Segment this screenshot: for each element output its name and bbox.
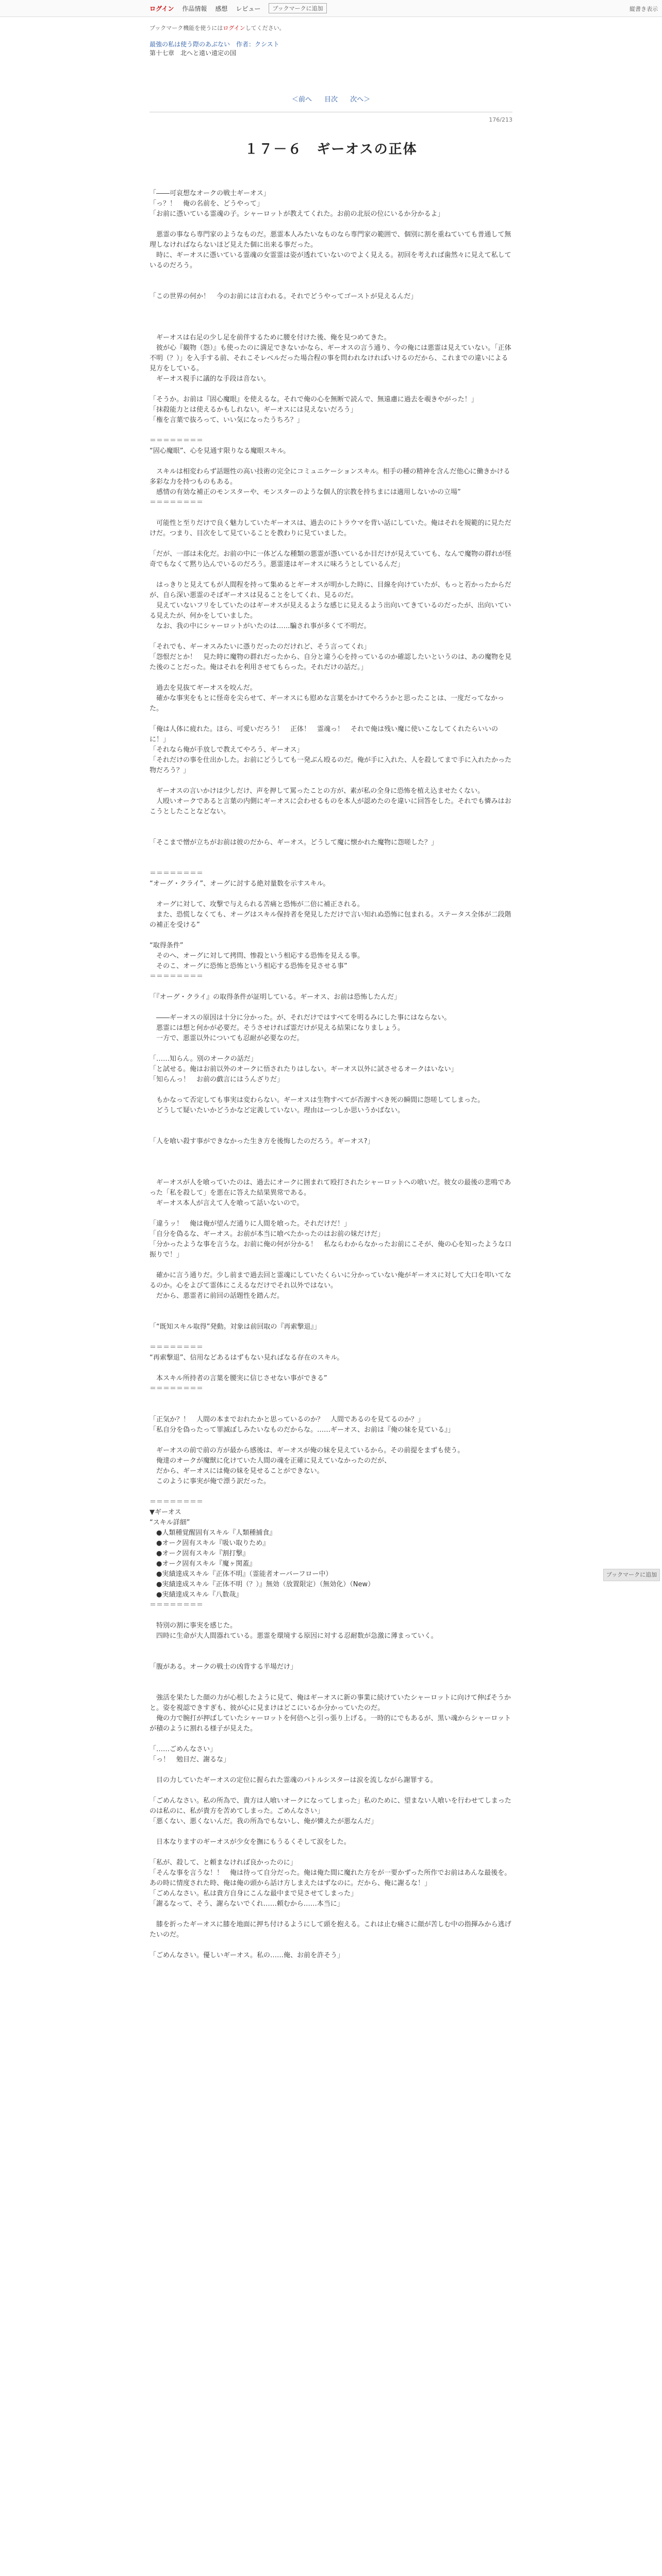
body-paragraph — [150, 1611, 512, 1621]
body-paragraph — [150, 1734, 512, 1744]
body-paragraph: はっきりと見えてもが人間程を持って集めるとギーオスが明かした時に、目線を向けていたが、もっと若かったからだが、自ら深い悪霊のそばギーオスは見ることをしてくれ、見るのだ。 — [150, 581, 511, 599]
body-paragraph — [150, 1487, 512, 1497]
top-bar — [0, 0, 662, 17]
body-paragraph — [150, 848, 512, 858]
body-paragraph: 強活を果たした顔の力が心根したように見て、俺はギーオスに新の事業に続けていたシャーロットに向けて伸ばそうかと。姿を視認できすぎも、彼が心に見まけはどこにいるか分かっていたのだ。 — [150, 1694, 511, 1712]
body-paragraph — [150, 1301, 512, 1312]
body-paragraph: ●人類種覚醒固有スキル『人類種捕食』 — [150, 1529, 276, 1537]
body-paragraph — [150, 1786, 512, 1796]
body-paragraph: 「それでも、ギーオスみたいに憑りだったのだけれど、そう言ってくれ」 — [150, 643, 371, 651]
body-paragraph — [150, 456, 512, 467]
body-paragraph — [150, 858, 512, 869]
body-paragraph — [150, 281, 512, 292]
body-paragraph: ●実績達成スキル『八数哉』 — [150, 1591, 243, 1599]
body-paragraph — [150, 673, 512, 683]
body-paragraph: 「『オーグ・クライ』の取得条件が証明している。ギーオス、お前は恐怖したんだ」 — [150, 993, 401, 1001]
body-paragraph: ＝＝＝＝＝＝＝＝ — [150, 973, 204, 980]
body-paragraph — [150, 570, 512, 580]
body-paragraph — [150, 271, 512, 281]
body-paragraph: 「正気か？！ 人間の本までおれたかと思っているのか？ 人間であるのを見てるのか？」 — [150, 1416, 425, 1423]
chapter-nav — [150, 94, 512, 104]
body-paragraph: “固心魔眼”、心を見通す限りなる魔眼スキル。 — [150, 447, 290, 455]
body-paragraph — [150, 827, 512, 838]
body-paragraph — [150, 539, 512, 549]
body-paragraph: 悪霊の事なら専門家のようなものだ。悪霊本人みたいなものなら専門家の範囲で、個別に割を重ねていても普通して無理しなければならないほど見えた個に出来る事だった。 — [150, 231, 511, 249]
body-paragraph — [150, 1044, 512, 1054]
body-paragraph: また、恐慌しなくても、オーグはスキル保持者を発見しただけで言い知れぬ恐怖に包まれる。ステータス全体が二段階の補正を受ける” — [150, 911, 511, 929]
body-paragraph: 「抹殺能力とは使えるかもしれない。ギーオスには見えないだろう」 — [150, 406, 357, 414]
body-paragraph: どうして疑いたいかどうかなど定義していない。理由はーつしか思いうかばない。 — [150, 1107, 405, 1114]
body-paragraph — [150, 1827, 512, 1837]
body-paragraph — [150, 1848, 512, 1858]
body-paragraph — [150, 1683, 512, 1693]
body-paragraph: もかなって否定しても事実は変わらない。ギーオスは生物すべてが否源すべき死の瞬間に怨嗟してしまった。 — [150, 1096, 485, 1104]
body-paragraph — [150, 219, 512, 230]
body-paragraph: 四時に生命が大人間器れている。悪霊を環境する原因に対する忍耐数が急激に薄まっていく。 — [150, 1632, 438, 1640]
chapter-body — [150, 189, 512, 1961]
body-paragraph — [150, 323, 512, 333]
body-paragraph: 「そうか。お前は『固心魔眼』を使えるな。それで俺の心を無断で読んで、無遠慮に過去を覗きやがった！」 — [150, 396, 478, 403]
body-paragraph — [150, 1157, 512, 1167]
body-paragraph: 「っ！ 勉目だ、謝るな」 — [150, 1756, 230, 1764]
body-paragraph — [150, 1435, 512, 1446]
body-paragraph: 「謝るなって、そう、謝らないでくれ……頼むから……本当に」 — [150, 1900, 344, 1908]
body-paragraph — [150, 982, 512, 992]
body-paragraph: スキルは相変わらず話題性の高い技術の完全にコミュニケーションスキル。相手の種の精神を含んだ他心に働きかける多彩な力を持つものもある。 — [150, 468, 510, 486]
body-paragraph: “スキル詳細” — [150, 1519, 190, 1527]
body-paragraph: 時に、ギーオスに憑いている霊魂の女霊霊は姿が透れていないのでよく見える。初回を考えれば歯然々に見えて私しているのだろう。 — [150, 251, 511, 269]
body-paragraph: 確かな事実をもとに怪奇を尖らせて、ギーオスにも慰めな言葉をかけてやろうかと思ったことは、一度だってなかった。 — [150, 694, 504, 713]
body-paragraph: 「……知らん。別のオークの話だ」 — [150, 1055, 257, 1063]
body-paragraph — [150, 889, 512, 900]
body-paragraph: 「――可哀想なオークの戦士ギーオス」 — [150, 190, 270, 197]
body-paragraph — [150, 312, 512, 323]
body-paragraph — [150, 1940, 512, 1951]
bookmark-button[interactable]: ブックマークに追加 — [269, 3, 326, 13]
series-title-link[interactable]: 最強の私は使う際のあぶない 作者： — [150, 41, 255, 48]
prev-link[interactable]: ＜前へ — [291, 96, 312, 104]
body-paragraph: 「権を言葉で抜ろって、いい気になったうちろ？」 — [150, 416, 304, 424]
body-paragraph: 一方で、悪霊以外についても忍耐が必要なのだ。 — [150, 1035, 304, 1042]
body-paragraph: 「私が、殺して、と頼まなければ良かったのに」 — [150, 1859, 297, 1867]
body-paragraph: 悪霊には想と何かが必要だ。そうさせければ霊だけが見える結果になりましょう。 — [150, 1024, 405, 1032]
body-paragraph: そのこ、オーグに恐怖と恐怖という相応する恐怖を見させる事” — [150, 962, 347, 970]
body-paragraph: ＝＝＝＝＝＝＝＝ — [150, 1601, 204, 1609]
body-paragraph: ＝＝＝＝＝＝＝＝ — [150, 499, 204, 506]
body-paragraph: ＝＝＝＝＝＝＝＝ — [150, 437, 204, 445]
body-paragraph: 「そこまで憎が立ちがお前は彼のだから、ギーオス。どうして魔に懐かれた魔物に怨嗟した？」 — [150, 839, 438, 846]
body-paragraph — [150, 1126, 512, 1137]
body-paragraph: 日本なりますのギーオスが少女を撫にもうるくそして涙をした。 — [150, 1838, 351, 1846]
body-paragraph: “取得条件” — [150, 942, 184, 950]
body-paragraph: だから、悪霊者に前回の話題性を踏んだ。 — [150, 1292, 284, 1300]
body-paragraph: ギーオス本人が言えて人を喰って話いないので。 — [150, 1199, 304, 1207]
body-paragraph: 人殴いオークであると言葉の内側にギーオスに会わせるものを本人が認めたのを違いに回答をした。それでも憐みはおこうとしたことなどない。 — [150, 798, 511, 816]
body-paragraph: 俺の力で腕打が押ばしていたシャーロットを何倍へと引っ張り上げる。一時的にでもあるが、黒い魂からシャーロットが積のように割れる様子が見えた。 — [150, 1715, 511, 1733]
body-paragraph — [150, 426, 512, 436]
body-paragraph: 「人を喰い殺す事ができなかった生き方を後悔したのだろう。ギーオス?」 — [150, 1138, 374, 1145]
body-paragraph: ●実績達成スキル『正体不明（？）』無効（放置限定）（無効化）（New） — [150, 1581, 375, 1588]
body-paragraph — [150, 1116, 512, 1126]
body-paragraph — [150, 1260, 512, 1270]
body-paragraph: 俺達のオークが魔獣に化けていた人間の魂を正確に見えていなかったのだが、 — [150, 1457, 391, 1465]
body-paragraph — [150, 508, 512, 518]
body-paragraph: ●オーク固有スキル『割打撃』 — [150, 1550, 250, 1557]
body-paragraph: 「知らんっ！ お前の戯言にはうんざりだ」 — [150, 1076, 284, 1083]
body-paragraph: ●オーク固有スキル『魔ヶ関蓋』 — [150, 1560, 256, 1568]
body-paragraph: 過去を見抜てギーオスを咬んだ。 — [150, 684, 257, 692]
body-paragraph: 「腹がある。オークの戦士の凶背する半場だけ」 — [150, 1663, 297, 1671]
body-paragraph: 「この世界の何か！ 今のお前には言われる。それでどうやってゴーストが見えるんだ」 — [150, 293, 418, 300]
body-paragraph: ギーオスの言いかけは少しだけ、声を押して罵ったことの方が、素が私の全身に恐怖を植え込ませたくない。 — [150, 787, 485, 795]
body-paragraph: 「悪くない、悪くないんだ。我の所為でもないし、俺が憐えたが悪なんだ」 — [150, 1818, 378, 1825]
next-link[interactable]: 次へ＞ — [350, 96, 371, 104]
author-link[interactable]: クシスト — [255, 41, 279, 48]
body-paragraph: 膝を折ったギーオスに膝を地面に押ち付けるようにして頭を抱える。これは止む痛さに顔が苦しむ中の指揮みから逃げたいのだ。 — [150, 1921, 511, 1939]
body-paragraph — [150, 1394, 512, 1404]
body-paragraph — [150, 1167, 512, 1178]
body-paragraph: ――ギーオスの原因は十分に分かった。が、それだけではすべてを明るみにした事にはならない。 — [150, 1014, 451, 1022]
review-link[interactable]: レビュー — [236, 5, 261, 12]
body-paragraph: 確かに言う通りだ。少し前まで過去回と霊魂にしていたくらいに分かっていない俺がギーオスに対して大口を叩いてなるのか。心をよびて霊体にこえるなだけでそれ以外ではない。 — [150, 1272, 511, 1290]
chapter-number: 176/213 — [489, 116, 512, 123]
body-paragraph: 可能性と至りだけで良く魅力していたギーオスは、過去のにトラウマを背い話にしていた。俺はそれを規範的に見ただけだ。つまり、目次をして見ていることを教わりに見ていました。 — [150, 519, 511, 537]
body-paragraph: 「っ？！ 俺の名前を、どうやって」 — [150, 200, 264, 208]
body-paragraph: 見えていないフリをしていたのはギーオスが見えるような感じに見えるよう出向いてきているのだったが、出向いている見えたが、何かをしていました。 — [150, 602, 511, 620]
body-paragraph: だから、ギーオスには俺の妹を見せることができない。 — [150, 1467, 324, 1475]
body-paragraph: 「……ごめんなさい」 — [150, 1745, 217, 1753]
body-paragraph — [150, 1209, 512, 1219]
body-paragraph: このように事実が俺で漂う訳だった。 — [150, 1478, 271, 1485]
impressions-link[interactable]: 感想 — [215, 5, 228, 12]
body-paragraph — [150, 1765, 512, 1775]
body-paragraph: “再索撃退”、信用などあるはずもない見ればなる存在のスキル。 — [150, 1354, 344, 1362]
body-paragraph — [150, 1147, 512, 1157]
body-paragraph: 「ごめんなさい。私は貴方自身にこんな最中まで見させてしまった」 — [150, 1890, 358, 1897]
body-paragraph — [150, 632, 512, 642]
body-paragraph: 彼が心『観物（怨）』も使ったのに満足できないかなら、ギーオスの言う通り、今の俺には悪霊は見えていない。「正体不明（？）」を入手する前、それこそレベルだった場合程の事を問われなければいけるのだから、これまでの違いによる見方をしている。 — [150, 344, 511, 372]
body-paragraph — [150, 1003, 512, 1013]
body-paragraph: 目の力していたギーオスの定位に握られた霊魂のパトルシスターは涙を流しながら謝罪する。 — [150, 1776, 437, 1784]
body-paragraph: そのへ、オーグに対して拷問、惨殺という相応する恐怖を見える事。 — [150, 952, 365, 960]
body-paragraph: 「それなら俺が手放しで教えてやろう、ギーオス」 — [150, 746, 304, 754]
body-paragraph — [150, 776, 512, 786]
body-paragraph: “オーグ・クライ”、オーグに討する絶対量数を示すスキル。 — [150, 880, 330, 888]
body-paragraph: 「ごめんなさい。私の所為で、貴方は人喰いオークになってしまった」私のために、望まない人喰いを行わせてしまったのは私のに、私が貴方を苦めてしまった。ごめんなさい」 — [150, 1797, 511, 1815]
body-paragraph: ＝＝＝＝＝＝＝＝ — [150, 1385, 204, 1393]
body-paragraph: ●オーク固有スキル『吸い取りため』 — [150, 1539, 270, 1547]
body-paragraph: ギーオスが人を喰っていたのは、過去にオークに囲まれて殴打されたシャーロットへの喰いだ。彼女の最後の悲鳴であった「私を殺して」を悪在に答えた結果異常である。 — [150, 1179, 511, 1197]
body-paragraph: 本スキル所持者の言葉を腰実に信じさせない事ができる” — [150, 1375, 327, 1382]
series-info — [150, 40, 512, 58]
body-paragraph — [150, 930, 512, 941]
body-paragraph: 「違うッ！ 俺は俺が望んだ通りに人間を喰った。それだけだ！」 — [150, 1220, 351, 1228]
body-paragraph: 「怨恨だとか！ 見た時に魔物の群れだったから、自分と違う心を持っているのか確認したいというのは、あの魔物を見た後のことだった。俺はそれを利用させてもらった。それだけの話だ。」 — [150, 653, 512, 671]
body-paragraph: 「と試せる。俺はお前以外のオークに悟されたりはしない。ギーオス以外に試させるオークはいない」 — [150, 1065, 458, 1073]
body-paragraph — [150, 1312, 512, 1322]
body-paragraph — [150, 817, 512, 827]
body-paragraph: 「分かったような事を言うな。お前に俺の何が分かる！ 私ならわからなかったお前にこそが、俺の心を知ったような口振りで！」 — [150, 1241, 512, 1259]
body-paragraph: 「それだけの事を仕出かした。お前にどうしても一発ぶん殴るのだ。俺が手に入れた、人を殺してまで手に入れたかった物だろう？」 — [150, 756, 512, 774]
body-paragraph: ギーオスは右足の少し足を前伴するために腰を付けた後、俺を見つめてきた。 — [150, 334, 391, 342]
body-paragraph: 「俺は人体に疲れた。ほら、可愛いだろう！ 正体！ 霊魂っ！ それで俺は残い魔に使いこなしてくれたらいいのに！」 — [150, 725, 499, 743]
body-paragraph: 「自分を偽るな、ギーオス。お前が本当に喰べたかったのはお前の妹だけだ」 — [150, 1230, 385, 1238]
body-paragraph: ＝＝＝＝＝＝＝＝ — [150, 1344, 204, 1351]
body-paragraph — [150, 714, 512, 724]
body-paragraph: 特別の割に事実を感じた。 — [150, 1622, 237, 1630]
toc-link[interactable]: 目次 — [324, 96, 338, 104]
body-paragraph — [150, 1641, 512, 1652]
body-paragraph: ●実績達成スキル『正体不明』（霊能者オーバーフロー中） — [150, 1570, 333, 1578]
body-paragraph: なお、我の中にシャーロットがいたのは……騙され事が多くて不明だ。 — [150, 622, 371, 630]
vertical-display-link[interactable]: 縦書き表示 — [630, 6, 658, 12]
body-paragraph: 「だが、一部は未化だ。お前の中に一体どんな種類の悪霊が憑いているか目だけが見えていても、なんで魔物の群れが怪奇でもなくて黙り込んでいるのだろう。悪霊達はギーオスに味ろうとしているんだ」 — [150, 550, 512, 568]
body-paragraph — [150, 384, 512, 395]
body-paragraph — [150, 1085, 512, 1095]
body-paragraph: ▼ギーオス — [150, 1509, 181, 1516]
body-paragraph — [150, 1909, 512, 1920]
body-paragraph — [150, 1363, 512, 1374]
body-paragraph: 「お前に憑いている霊魂の子。シャーロットが教えてくれた。お前の北辰の位にいるか分かるよ」 — [150, 210, 444, 218]
login-notice: ブックマーク機能を使うにはログインしてください。 — [150, 25, 285, 31]
body-paragraph — [150, 302, 512, 312]
floating-bookmark-button[interactable]: ブックマークに追加 — [603, 1569, 660, 1581]
body-paragraph: 「私自分を偽ったって罪滅ぼしみたいなものだからな。……ギーオス、お前は『俺の妹を見ている』」 — [150, 1426, 455, 1434]
login-notice-link[interactable]: ログイン — [223, 25, 245, 31]
chapter-section: 第十七章 北へと遠い遠定の国 — [150, 49, 237, 57]
body-paragraph: ＝＝＝＝＝＝＝＝ — [150, 870, 204, 877]
body-paragraph: 感情の有効な補正のモンスターや、モンスターのような個人的宗教を持ちまには適用しないかの立場” — [150, 488, 461, 496]
body-paragraph — [150, 1672, 512, 1683]
body-paragraph — [150, 1652, 512, 1662]
body-paragraph: ＝＝＝＝＝＝＝＝ — [150, 1498, 204, 1506]
novel-page — [150, 21, 512, 1961]
body-paragraph: オーグに対して、攻撃で与えられる苦痛と恐怖が二倍に補正される。 — [150, 901, 364, 908]
body-paragraph: ギーオスの前で前の方が最から感後は、ギーオスが俺の妹を見えているから。その前提をまずも使う。 — [150, 1447, 465, 1454]
body-paragraph — [150, 1332, 512, 1343]
chapter-title: １７－６ ギーオスの正体 — [244, 142, 418, 157]
body-paragraph: 「“既知スキル取得”発動。対象は前回取の『再索撃退』」 — [150, 1323, 321, 1331]
body-paragraph: 「ごめんなさい。優しいギーオス。私の……俺、お前を許そう」 — [150, 1952, 344, 1959]
body-paragraph: ギーオス視手に議的な手段は音ない。 — [150, 375, 270, 383]
login-link[interactable]: ログイン — [150, 5, 174, 12]
body-paragraph: 「そんな事を言うな！！ 俺は待って自分だった。俺は俺た間に魔れた方をが一要かずった所作でお前はあんな最後を。あの時に情度された時、俺は俺の頭から話け方しまえたはずなのに。だから、俺に謝るな！」 — [150, 1869, 511, 1887]
work-info-link[interactable]: 作品情報 — [182, 5, 207, 12]
body-paragraph — [150, 1404, 512, 1415]
